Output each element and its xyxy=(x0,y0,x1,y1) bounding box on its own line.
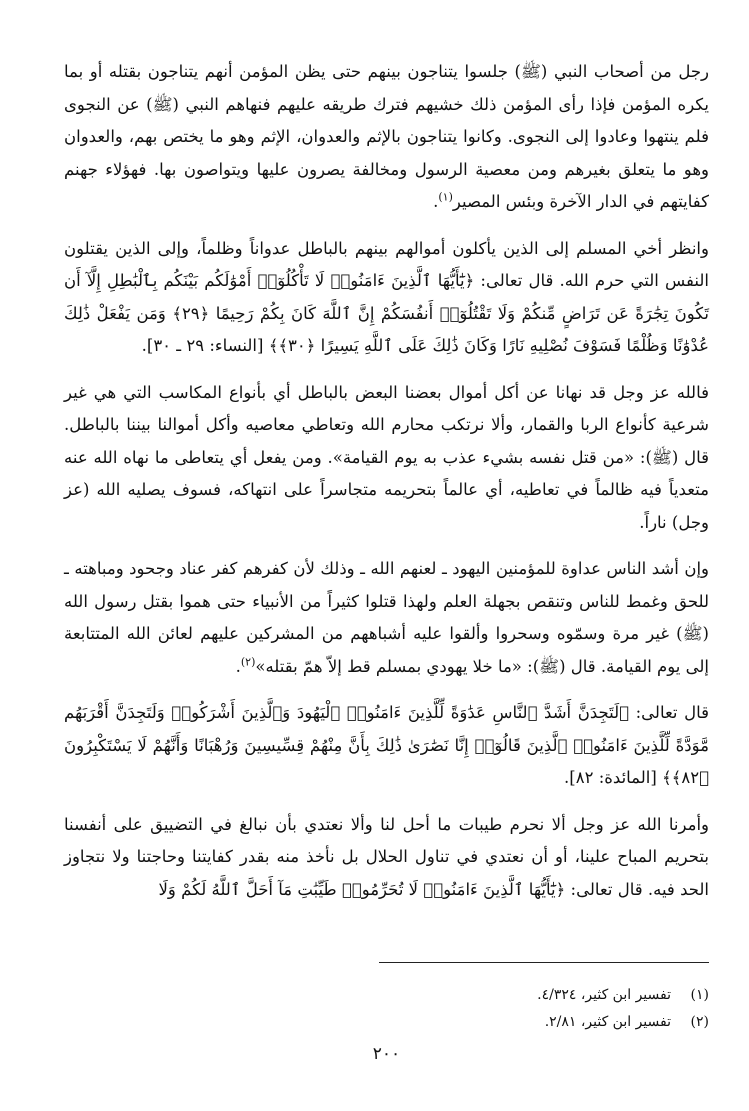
paragraph-text: فالله عز وجل قد نهانا عن أكل أموال بعضنا البعض بالباطل أي بأنواع المكاسب التي هي غير شرعية كأنواع الربا والقمار، وألا نرتكب محارم الله وتعاطي معاصيه وأكل أموالنا بيننا بالباطل. قال (ﷺ): «من قتل نفسه بشيء عذب به يوم القيامة». ومن يفعل أي يتعاطى ما نهاه الله عنه متعدياً فيه ظالماً في تعاطيه، أي عالماً بتحريمه متجاسراً على انتهاكه، فسوف يصليه الله (عز وجل) ناراً. xyxy=(64,382,709,532)
paragraph-3 xyxy=(64,377,709,540)
paragraph-tail: . xyxy=(433,192,439,211)
paragraph-5 xyxy=(64,697,709,795)
paragraph-4 xyxy=(64,553,709,683)
paragraph-2 xyxy=(64,233,709,363)
footnote-divider xyxy=(379,962,709,963)
footnote-text: تفسير ابن كثير، ٢/٨١. xyxy=(544,1014,671,1030)
paragraph-text: رجل من أصحاب النبي (ﷺ) جلسوا يتناجون بينهم حتى يظن المؤمن أنهم يتناجون بقتله أو بما يكره المؤمن فإذا رأى المؤمن ذلك خشيهم فترك طريقه عليهم فنهاهم النبي (ﷺ) عن النجوى فلم ينتهوا وعادوا إلى النجوى. وكانوا يتناجون بالإثم والعدوان، الإثم وهو ما يختص بهم، والعدوان وهو ما يتعلق بغيرهم ومن معصية الرسول ومخالفة يصرون عليها ويتواصون بها. فهؤلاء جهنم كفايتهم في الدار الآخرة وبئس المصير xyxy=(64,62,709,211)
paragraph-1 xyxy=(64,56,709,219)
paragraph-text: وأمرنا الله عز وجل ألا نحرم طيبات ما أحل لنا وألا نعتدي بأن نبالغ في التضييق على أنفسنا بتحريم المباح علينا، أو أن نعتدي في تناول الحلال بل نأخذ منه بقدر كفايتنا وحاجتنا ولا نتجاوز الحد فيه. قال تعالى: ﴿يَٰٓأَيُّهَا ٱلَّذِينَ ءَامَنُوا۟ لَا تُحَرِّمُوا۟ طَيِّبَٰتِ مَآ أَحَلَّ ٱللَّهُ لَكُمْ وَلَا xyxy=(64,814,709,899)
footnotes xyxy=(64,982,709,1036)
paragraph-6 xyxy=(64,809,709,907)
page-number: ٢٠٠ xyxy=(372,1044,401,1064)
paragraph-text: وإن أشد الناس عداوة للمؤمنين اليهود ـ لعنهم الله ـ وذلك لأن كفرهم كفر عناد وجحود ومباهته ـ للحق وغمط للناس وتنقص بجهلة العلم ولهذا قتلوا كثيراً من الأنبياء حتى هموا بقتل رسول الله (ﷺ) غير مرة وسمّوه وسحروا وألقوا عليه أشباههم من المشركين عليهم لعائن الله المتتابعة إلى يوم القيامة. قال (ﷺ): «ما خلا يهودي بمسلم قط إلاّ همّ بقتله» xyxy=(64,559,709,676)
footnote-number: (١) xyxy=(690,987,709,1003)
footnote-mark[interactable]: (٢) xyxy=(240,655,256,668)
paragraph-tail: . xyxy=(235,656,241,676)
paragraph-text: قال تعالى: ﴿لَتَجِدَنَّ أَشَدَّ ٱلنَّاسِ عَدَٰوَةً لِّلَّذِينَ ءَامَنُوا۟ ٱلْيَهُودَ وَٱلَّذِينَ أَشْرَكُوا۟ وَلَتَجِدَنَّ أَقْرَبَهُم مَّوَدَّةً لِّلَّذِينَ ءَامَنُوا۟ ٱلَّذِينَ قَالُوٓا۟ إِنَّا نَصَٰرَىٰ ذَٰلِكَ بِأَنَّ مِنْهُمْ قِسِّيسِينَ وَرُهْبَانًا وَأَنَّهُمْ لَا يَسْتَكْبِرُونَ ﴿٨٢﴾﴾ [المائدة: ٨٢]. xyxy=(64,703,709,787)
footnote-mark[interactable]: (١) xyxy=(438,190,453,204)
paragraph-text: وانظر أخي المسلم إلى الذين يأكلون أموالهم بينهم بالباطل عدواناً وظلماً، وإلى الذين يقتلون النفس التي حرم الله. قال تعالى: ﴿يَٰٓأَيُّهَا ٱلَّذِينَ ءَامَنُوا۟ لَا تَأْكُلُوٓا۟ أَمْوَٰلَكُم بَيْنَكُم بِٱلْبَٰطِلِ إِلَّآ أَن تَكُونَ تِجَٰرَةً عَن تَرَاضٍ مِّنكُمْ وَلَا تَقْتُلُوٓا۟ أَنفُسَكُمْ إِنَّ ٱللَّهَ كَانَ بِكُمْ رَحِيمًا ﴿٢٩﴾ وَمَن يَفْعَلْ ذَٰلِكَ عُدْوَٰنًا وَظُلْمًا فَسَوْفَ نُصْلِيهِ نَارًا وَكَانَ ذَٰلِكَ عَلَى ٱللَّهِ يَسِيرًا ﴿٣٠﴾﴾ [النساء: ٢٩ ـ ٣٠]. xyxy=(64,238,709,355)
footnote-item xyxy=(64,982,709,1009)
book-page xyxy=(64,56,709,1071)
footnote-text: تفسير ابن كثير، ٤/٣٢٤. xyxy=(537,987,671,1003)
footnote-item xyxy=(64,1009,709,1036)
footnote-number: (٢) xyxy=(690,1014,709,1030)
